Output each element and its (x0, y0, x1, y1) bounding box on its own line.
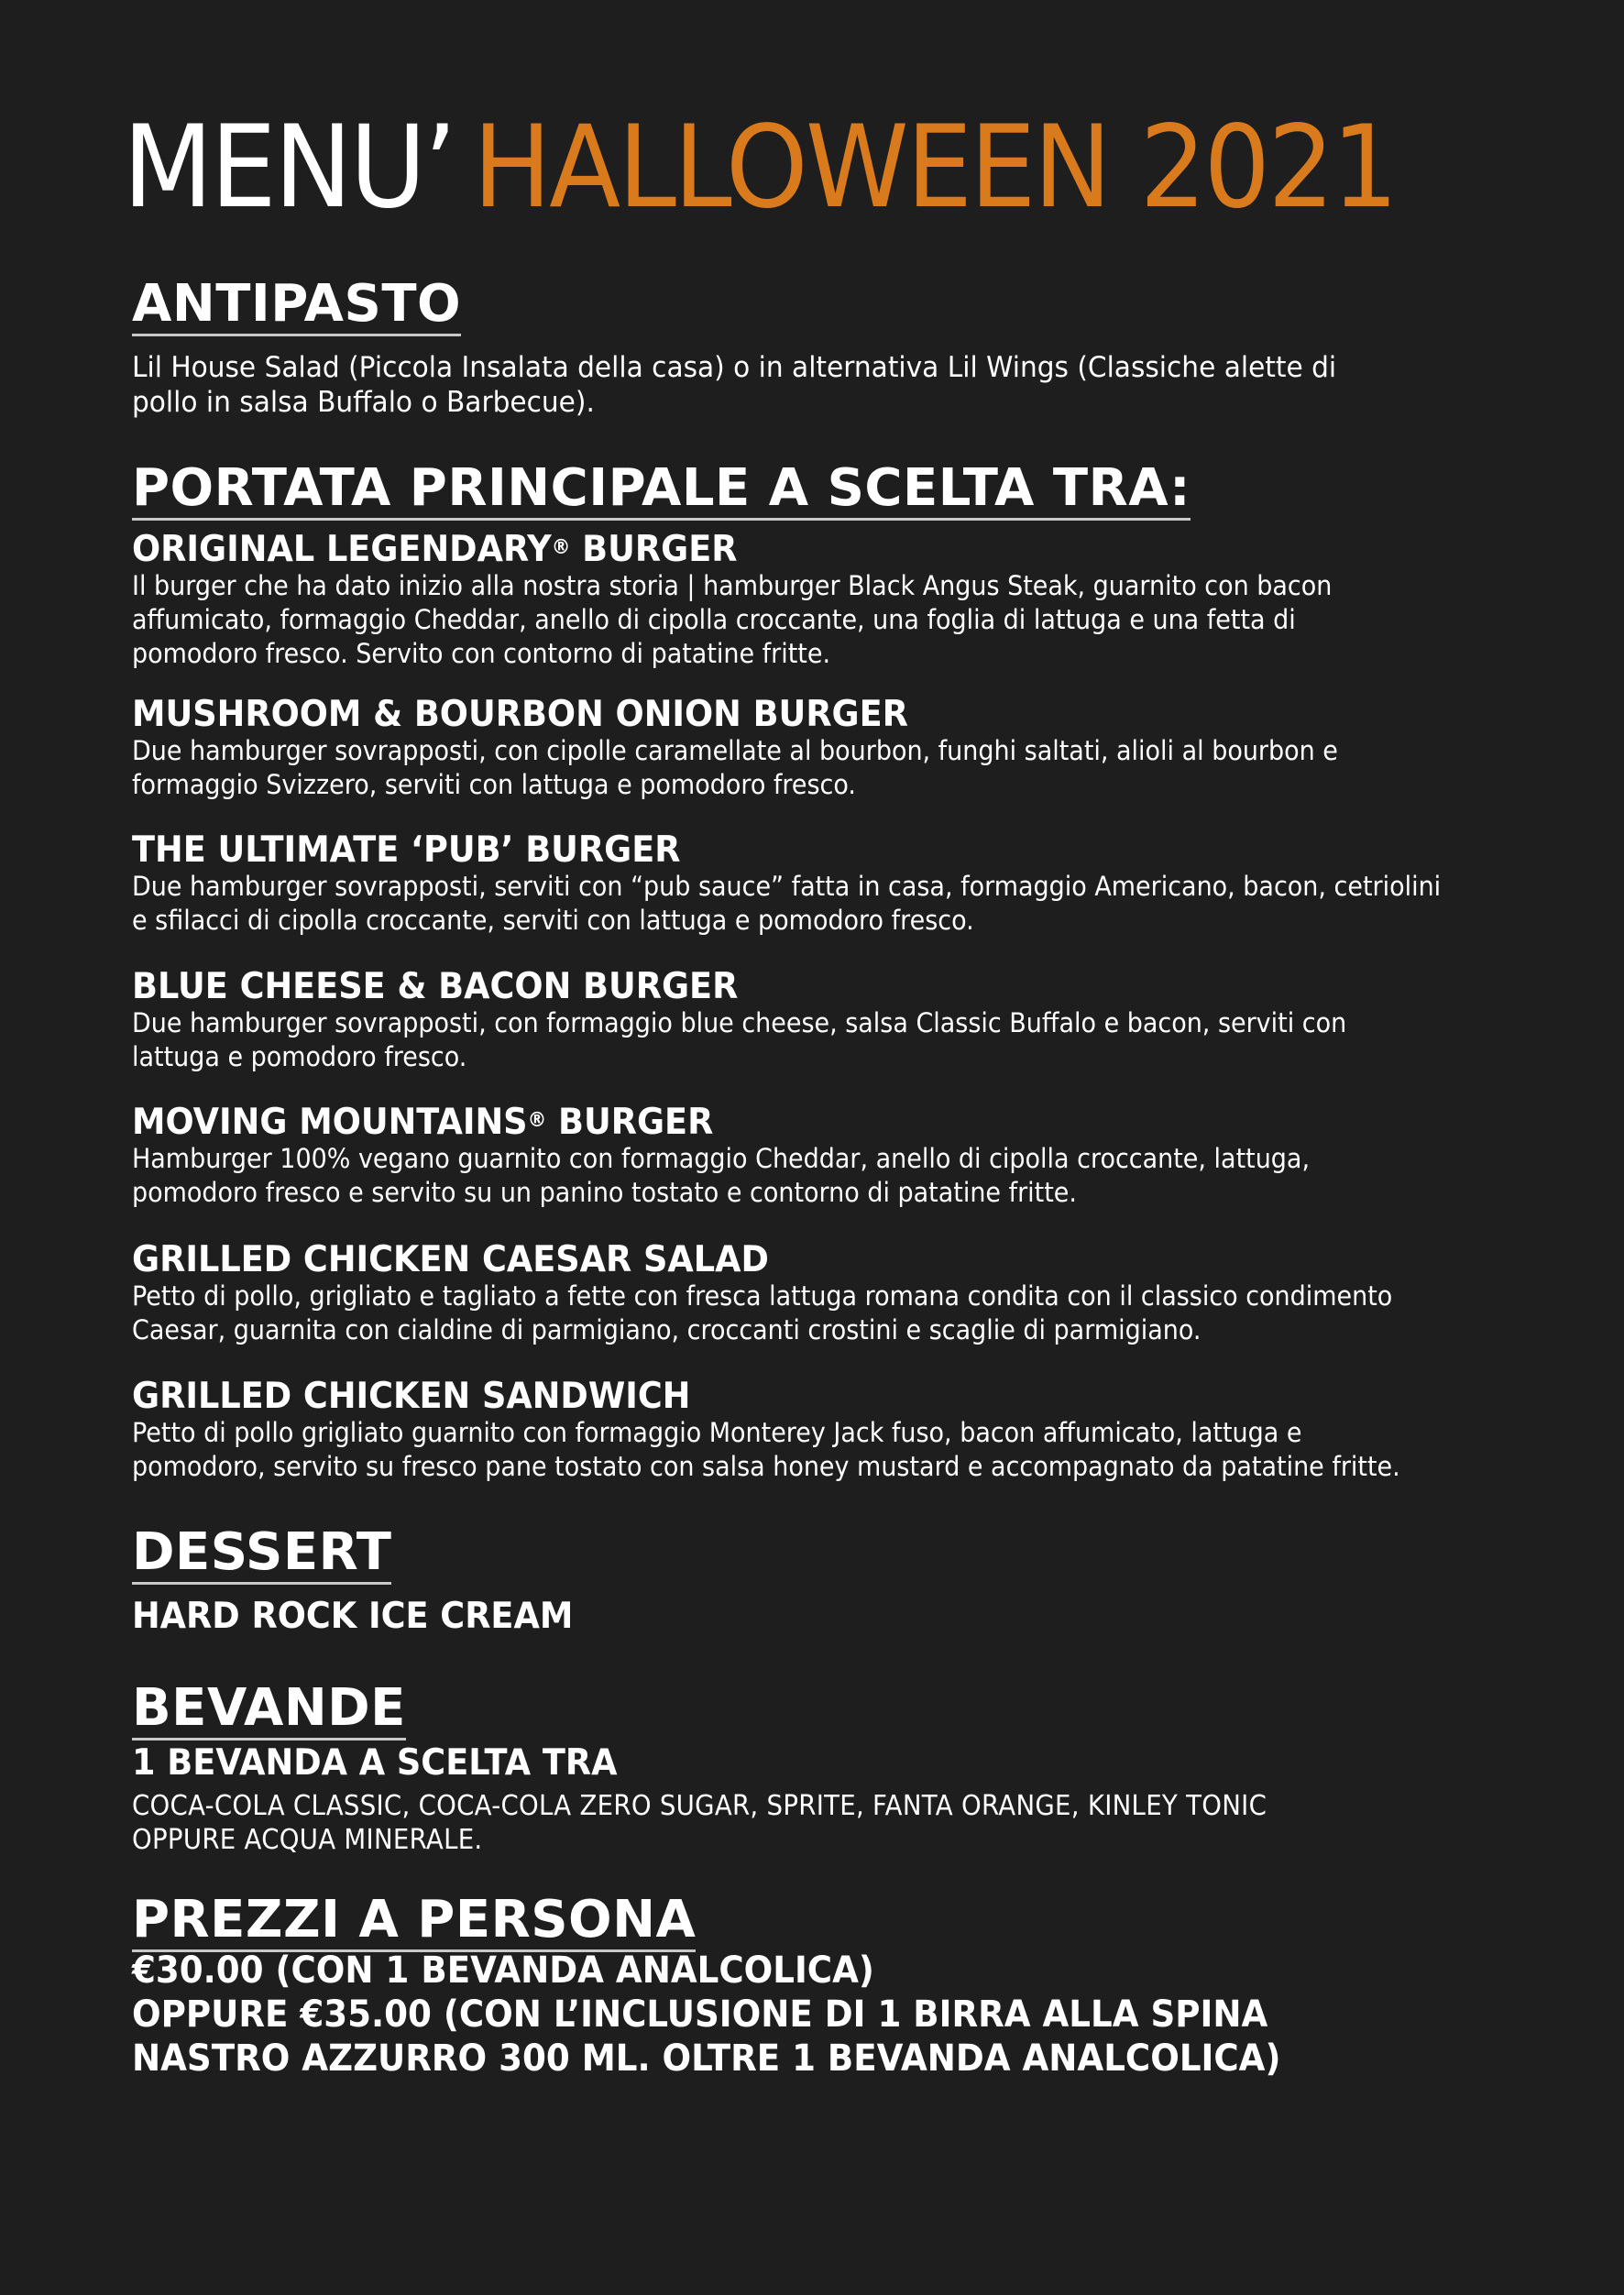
main-course-section (132, 458, 1191, 521)
dessert-item: HARD ROCK ICE CREAM (132, 1596, 574, 1637)
menu-item-description: Petto di pollo grigliato guarnito con formaggio Monterey Jack fuso, bacon affumicato, lattuga e pomodoro, servito su fresco pane tostato con salsa honey mustard e accompagnato da patatine fritte. (132, 1417, 1400, 1482)
price-line: OPPURE €35.00 (CON L’INCLUSIONE DI 1 BIRRA ALLA SPINA (132, 1993, 1268, 2036)
title-menu: MENU’ (123, 102, 455, 234)
menu-item-title: MOVING MOUNTAINS® BURGER (132, 1102, 714, 1143)
menu-item-title: BLUE CHEESE & BACON BURGER (132, 966, 739, 1007)
menu-item-description: Due hamburger sovrapposti, con formaggio blue cheese, salsa Classic Buffalo e bacon, serviti con lattuga e pomodoro fresco. (132, 1007, 1347, 1072)
registered-mark: ® (551, 536, 571, 559)
drinks-subheading: 1 BEVANDA A SCELTA TRA (132, 1742, 618, 1784)
menu-item-chicken-sandwich (132, 1377, 1496, 1484)
menu-item-title: GRILLED CHICKEN CAESAR SALAD (132, 1239, 769, 1280)
prices-section (132, 1890, 697, 1952)
price-line: €30.00 (CON 1 BEVANDA ANALCOLICA) (132, 1949, 874, 1992)
registered-mark: ® (527, 1109, 547, 1132)
title-halloween-2021: HALLOWEEN 2021 (473, 102, 1396, 234)
antipasto-heading: ANTIPASTO (132, 277, 461, 336)
drinks-section (132, 1678, 406, 1740)
menu-item-description: Hamburger 100% vegano guarnito con formaggio Cheddar, anello di cipolla croccante, lattuga, pomodoro fresco e servito su un panino tostato e contorno di patatine fritte. (132, 1143, 1311, 1208)
menu-item-description: Due hamburger sovrapposti, con cipolle caramellate al bourbon, funghi saltati, alioli al bourbon e formaggio Svizzero, serviti con lattuga e pomodoro fresco. (132, 735, 1338, 800)
menu-item-caesar-salad (132, 1240, 1487, 1347)
menu-item-blue-cheese-bacon (132, 967, 1438, 1074)
dessert-section (132, 1522, 392, 1585)
main-course-heading: PORTATA PRINCIPALE A SCELTA TRA: (132, 461, 1191, 521)
menu-item-title: ORIGINAL LEGENDARY® BURGER (132, 529, 738, 570)
drinks-list (132, 1789, 1267, 1857)
antipasto-section (132, 274, 462, 336)
antipasto-line: Lil House Salad (Piccola Insalata della casa) o in alternativa Lil Wings (Classiche alette di (132, 351, 1337, 384)
menu-item-title: MUSHROOM & BOURBON ONION BURGER (132, 694, 908, 735)
page-title (123, 102, 1396, 234)
price-line: NASTRO AZZURRO 300 ML. OLTRE 1 BEVANDA ANALCOLICA) (132, 2037, 1281, 2080)
menu-item-ultimate-pub (132, 830, 1540, 938)
menu-item-title: THE ULTIMATE ‘PUB’ BURGER (132, 829, 681, 871)
menu-item-description: Due hamburger sovrapposti, serviti con “pub sauce” fatta in casa, formaggio Americano, bacon, cetriolini e sfilacci di cipolla croccante, serviti con lattuga e pomodoro fresco. (132, 871, 1442, 936)
antipasto-description (132, 350, 1336, 420)
menu-item-title: GRILLED CHICKEN SANDWICH (132, 1376, 691, 1417)
menu-item-original-legendary (132, 530, 1422, 671)
drinks-heading: BEVANDE (132, 1681, 406, 1740)
menu-item-description: Petto di pollo, grigliato e tagliato a fette con fresca lattuga romana condita con il classico condimento Caesar, guarnita con cialdine di parmigiano, croccanti crostini e scaglie di parmigiano. (132, 1280, 1393, 1345)
menu-item-description: Il burger che ha dato inizio alla nostra storia | hamburger Black Angus Steak, guarnito con bacon affumicato, formaggio Cheddar, anello di cipolla croccante, una foglia di lattuga e una fetta di pomodoro fresco. Servito con contorno di patatine fritte. (132, 570, 1333, 669)
prices-list (132, 1949, 1280, 2081)
drinks-line: COCA-COLA CLASSIC, COCA-COLA ZERO SUGAR, SPRITE, FANTA ORANGE, KINLEY TONIC (132, 1790, 1267, 1822)
dessert-heading: DESSERT (132, 1525, 391, 1585)
menu-item-moving-mountains (132, 1103, 1399, 1210)
drinks-line: OPPURE ACQUA MINERALE. (132, 1824, 483, 1856)
prices-heading: PREZZI A PERSONA (132, 1893, 696, 1952)
menu-item-mushroom-bourbon (132, 695, 1429, 802)
antipasto-line: pollo in salsa Buffalo o Barbecue). (132, 386, 595, 419)
